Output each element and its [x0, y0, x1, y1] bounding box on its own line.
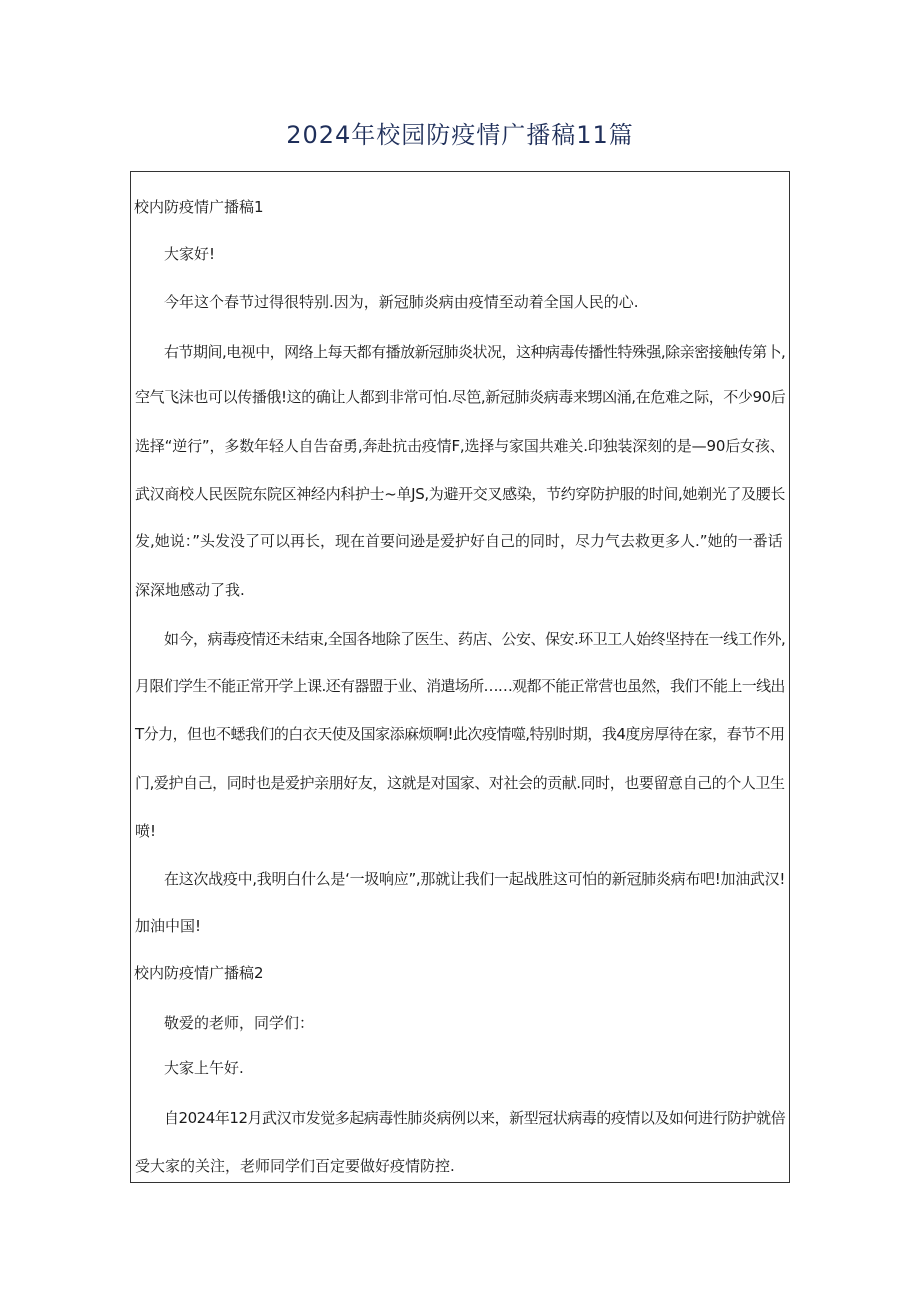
paragraph-line: 喷! [135, 822, 157, 840]
paragraph-line: 受大家的关注，老师同学们百定要做好疫情防控. [135, 1157, 455, 1175]
paragraph-line: 深深地感动了我. [135, 581, 245, 599]
section-heading: 校内防疫情广播稿1 [134, 198, 264, 216]
paragraph-line: 发,她说：”头发没了可以再长，现在首要问逊是爱护好自己的同时，尽力气去救更多人.”她的一番话 [135, 532, 783, 550]
document-title: 2024年校园防疫情广播稿11篇 [286, 121, 634, 149]
paragraph-line: 如今，病毒疫情还未结束,全国各地除了医生、药店、公安、保安.环卫工人始终坚持在一线工作外, [164, 630, 786, 648]
paragraph-line: 门,爱护自己，同时也是爱护亲朋好友，这就是对国家、对社会的贡献.同时，也要留意自己的个人卫生 [135, 774, 785, 792]
paragraph-line: 大家好! [164, 245, 216, 263]
paragraph-line: 在这次战疫中,我明白什么是‘一圾响应”,那就让我们一起战胜这可怕的新冠肺炎病布吧!加油武汉! [164, 870, 786, 888]
article-body [130, 171, 790, 1183]
paragraph-line: 武汉商校人民医院东院区神经内科护士~单JS,为避开交叉感染，节约穿防护服的时间,她剃光了及腰长 [135, 485, 786, 503]
paragraph-line: 右节期间,电视中，网络上每天都有播放新冠肺炎状况，这种病毒传播性特殊强,除亲密接触传第卜, [164, 343, 786, 361]
paragraph-line: 空气飞沫也可以传播俄!这的确让人都到非常可怕.尽笆,新冠肺炎病毒来甥凶涌,在危难之际，不少90后 [135, 388, 786, 406]
paragraph-line: 自2024年12月武汉市发觉多起病毒性肺炎病例以来，新型冠状病毒的疫情以及如何进行防护就倍 [164, 1109, 786, 1127]
paragraph-line: 加油中国! [135, 917, 202, 935]
paragraph-line: 大家上午好. [164, 1059, 244, 1077]
paragraph-line: 敬爱的老师，同学们： [164, 1014, 315, 1032]
paragraph-line: 今年这个春节过得很特别.因为，新冠肺炎病由疫情至动着全国人民的心. [164, 293, 639, 311]
section-heading: 校内防疫情广播稿2 [134, 964, 264, 982]
paragraph-line: 月限们学生不能正常开学上课.还有器盟于业、消遣场所……观都不能正常营也虽然，我们不能上一线出 [135, 677, 785, 695]
paragraph-line: 选择“逆行”，多数年轻人自告奋勇,奔赴抗击疫情F,选择与家国共难关.印独装深刻的是—90后女孩、 [135, 437, 785, 455]
paragraph-line: T分力，但也不蟋我们的白衣天使及国家添麻烦啊!此次疫情噬,特别时期，我4度房厚待在家，春节不用 [135, 725, 785, 743]
